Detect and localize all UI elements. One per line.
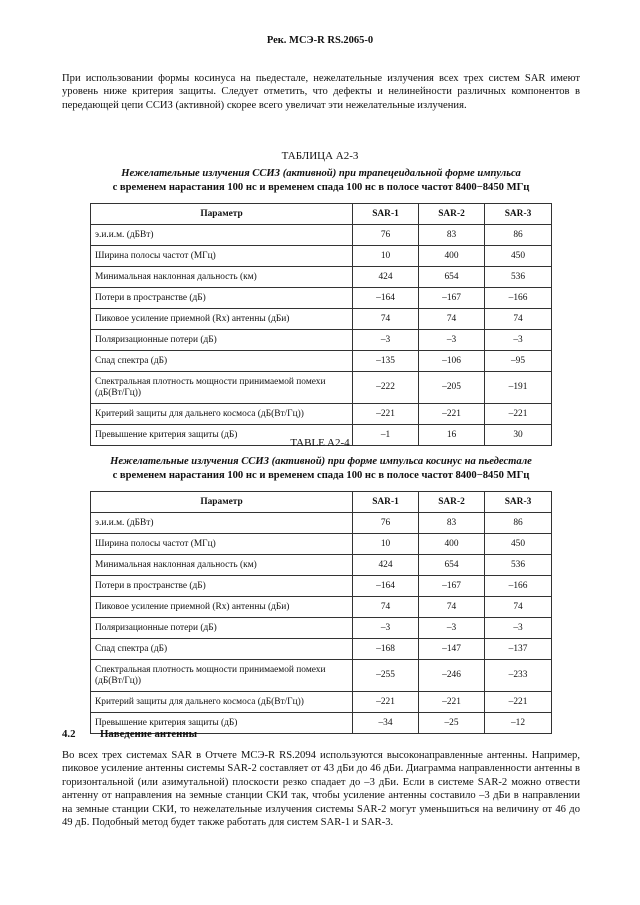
- row-sar3: 74: [485, 597, 552, 618]
- row-param: Минимальная наклонная дальность (км): [91, 555, 353, 576]
- row-sar1: 10: [353, 246, 419, 267]
- row-param: Ширина полосы частот (МГц): [91, 534, 353, 555]
- row-sar2: 654: [419, 555, 485, 576]
- row-sar1: 74: [353, 597, 419, 618]
- table1-title-line2b: 8450 МГц: [482, 181, 530, 193]
- row-param: э.и.и.м. (дБВт): [91, 513, 353, 534]
- row-sar3: –3: [485, 330, 552, 351]
- row-sar1: –168: [353, 639, 419, 660]
- row-sar3: 450: [485, 246, 552, 267]
- table-row: [91, 597, 552, 618]
- table-row: [91, 351, 552, 372]
- section-heading: [62, 728, 197, 740]
- table1-header-sar3: SAR-3: [485, 204, 552, 225]
- table-row: [91, 660, 552, 692]
- row-param: Ширина полосы частот (МГц): [91, 246, 353, 267]
- table2-title-dash: −: [476, 469, 483, 481]
- table2-header-sar2: SAR-2: [419, 492, 485, 513]
- row-param: Спад спектра (дБ): [91, 351, 353, 372]
- page-header: Рек. МСЭ-R RS.2065-0: [266, 35, 374, 46]
- row-sar1: –164: [353, 576, 419, 597]
- row-sar2: –25: [419, 713, 485, 734]
- row-sar3: 86: [485, 513, 552, 534]
- row-sar2: 83: [419, 513, 485, 534]
- row-sar3: –95: [485, 351, 552, 372]
- row-param: Критерий защиты для дальнего космоса (дБ(Вт/Гц)): [91, 404, 353, 425]
- table2: [90, 491, 552, 734]
- row-sar1: 76: [353, 513, 419, 534]
- table1-number: ТАБЛИЦА A2-3: [281, 150, 359, 162]
- table-row: [91, 246, 552, 267]
- row-param: Пиковое усиление приемной (Rx) антенны (дБи): [91, 597, 353, 618]
- table1-title-line1: Нежелательные излучения ССИЗ (активной) при трапецеидальной форме импульса: [121, 168, 521, 179]
- row-param: Спектральная плотность мощности принимаемой помехи (дБ(Вт/Гц)): [91, 660, 353, 692]
- row-sar3: –3: [485, 618, 552, 639]
- row-sar2: 83: [419, 225, 485, 246]
- table1-title-line2a: с временем нарастания 100 нс и временем спада 100 нс в полосе частот 8400: [112, 181, 477, 193]
- table-row: [91, 534, 552, 555]
- table1-header-param: Параметр: [91, 204, 353, 225]
- row-sar3: –137: [485, 639, 552, 660]
- row-sar2: 74: [419, 309, 485, 330]
- table2-title: [62, 455, 580, 482]
- table-row: [91, 404, 552, 425]
- table1-title-line2: [62, 181, 580, 195]
- table1-title: [62, 167, 580, 194]
- row-param: Превышение критерия защиты (дБ): [91, 713, 353, 734]
- table1-header-sar2: SAR-2: [419, 204, 485, 225]
- row-sar1: –164: [353, 288, 419, 309]
- table-row: [91, 555, 552, 576]
- table-row: [91, 618, 552, 639]
- row-sar3: –221: [485, 404, 552, 425]
- table2-title-line1: Нежелательные излучения ССИЗ (активной) при форме импульса косинус на пьедестале: [110, 456, 532, 467]
- table-row: [91, 576, 552, 597]
- row-sar3: –191: [485, 372, 552, 404]
- row-sar2: –3: [419, 618, 485, 639]
- section-number: 4.2: [62, 728, 76, 740]
- row-sar1: –135: [353, 351, 419, 372]
- row-sar3: 536: [485, 555, 552, 576]
- row-sar2: –221: [419, 404, 485, 425]
- row-sar2: 74: [419, 597, 485, 618]
- row-sar1: –3: [353, 330, 419, 351]
- row-param: Критерий защиты для дальнего космоса (дБ(Вт/Гц)): [91, 692, 353, 713]
- row-sar1: –222: [353, 372, 419, 404]
- row-sar2: –167: [419, 576, 485, 597]
- table1-header-sar1: SAR-1: [353, 204, 419, 225]
- row-sar3: –233: [485, 660, 552, 692]
- row-sar3: 536: [485, 267, 552, 288]
- row-sar2: 654: [419, 267, 485, 288]
- row-sar3: 450: [485, 534, 552, 555]
- row-sar1: 10: [353, 534, 419, 555]
- section-paragraph: Во всех трех системах SAR в Отчете МСЭ-R RS.2094 используются высоконаправленные антенны. Например, пиковое усиление антенны системы SAR-2 составляет от 43 дБи до 46 дБи. Диаграмма направленности антенны в горизонтальной (или азимутальной) плоскости резко спадает до –3 дБи. Если в системе SAR-2 можно отвести антенну от направления на земные станции СКИ так, чтобы усиление антенны составило –3 дБи в направлении на земные станции СКИ, то нежелательные излучения системы SAR-2 могут уменьшиться на величину от 46 до 49 дБ. Подобный метод будет также работать для систем SAR-1 и SAR-3.: [62, 750, 580, 829]
- table-row: [91, 225, 552, 246]
- row-sar1: 424: [353, 267, 419, 288]
- row-param: Спектральная плотность мощности принимаемой помехи (дБ(Вт/Гц)): [91, 372, 353, 404]
- row-sar2: –106: [419, 351, 485, 372]
- table2-title-line2: [62, 469, 580, 483]
- row-param: Потери в пространстве (дБ): [91, 288, 353, 309]
- row-sar2: –246: [419, 660, 485, 692]
- row-sar1: 76: [353, 225, 419, 246]
- table-row: [91, 513, 552, 534]
- row-sar2: –205: [419, 372, 485, 404]
- row-sar1: –3: [353, 618, 419, 639]
- row-sar2: –147: [419, 639, 485, 660]
- row-sar3: 86: [485, 225, 552, 246]
- row-sar2: –221: [419, 692, 485, 713]
- row-sar2: 16: [419, 425, 485, 446]
- table-row: [91, 330, 552, 351]
- table-row: [91, 288, 552, 309]
- row-sar1: –255: [353, 660, 419, 692]
- row-param: Минимальная наклонная дальность (км): [91, 267, 353, 288]
- section-title: Наведение антенны: [100, 728, 198, 740]
- row-sar2: 400: [419, 534, 485, 555]
- table2-header-param: Параметр: [91, 492, 353, 513]
- row-param: Поляризационные потери (дБ): [91, 618, 353, 639]
- table-row: [91, 372, 552, 404]
- table2-title-line2b: 8450 МГц: [482, 469, 530, 481]
- row-param: Пиковое усиление приемной (Rx) антенны (дБи): [91, 309, 353, 330]
- row-sar2: –3: [419, 330, 485, 351]
- row-sar3: –166: [485, 288, 552, 309]
- row-sar1: 74: [353, 309, 419, 330]
- row-sar1: 424: [353, 555, 419, 576]
- row-param: Спад спектра (дБ): [91, 639, 353, 660]
- row-sar3: 30: [485, 425, 552, 446]
- table-row: [91, 639, 552, 660]
- row-sar1: –221: [353, 692, 419, 713]
- table2-title-line2a: с временем нарастания 100 нс и временем спада 100 нс в полосе частот 8400: [112, 469, 477, 481]
- table-row: [91, 692, 552, 713]
- row-sar1: –34: [353, 713, 419, 734]
- table-row: [91, 309, 552, 330]
- row-param: Потери в пространстве (дБ): [91, 576, 353, 597]
- row-param: Поляризационные потери (дБ): [91, 330, 353, 351]
- table2-header-row: [91, 492, 552, 513]
- table1-header-row: [91, 204, 552, 225]
- row-sar3: –12: [485, 713, 552, 734]
- table2-header-sar3: SAR-3: [485, 492, 552, 513]
- row-sar1: –1: [353, 425, 419, 446]
- table2-header-sar1: SAR-1: [353, 492, 419, 513]
- row-sar3: –166: [485, 576, 552, 597]
- row-sar2: 400: [419, 246, 485, 267]
- row-sar3: –221: [485, 692, 552, 713]
- table2-number: TABLE A2-4: [290, 437, 350, 449]
- row-sar1: –221: [353, 404, 419, 425]
- row-sar2: –167: [419, 288, 485, 309]
- row-param: Превышение критерия защиты (дБ): [91, 425, 353, 446]
- row-param: э.и.и.м. (дБВт): [91, 225, 353, 246]
- row-sar3: 74: [485, 309, 552, 330]
- table1-title-dash: −: [476, 181, 483, 193]
- table-row: [91, 267, 552, 288]
- table1: [90, 203, 552, 446]
- intro-paragraph: При использовании формы косинуса на пьедестале, нежелательные излучения всех трех систем SAR имеют уровень ниже критерия защиты. Следует отметить, что дефекты и нелинейности различных компонентов в передающей цепи ССИЗ (активной) скорее всего увеличат эти нежелательные излучения.: [62, 73, 580, 111]
